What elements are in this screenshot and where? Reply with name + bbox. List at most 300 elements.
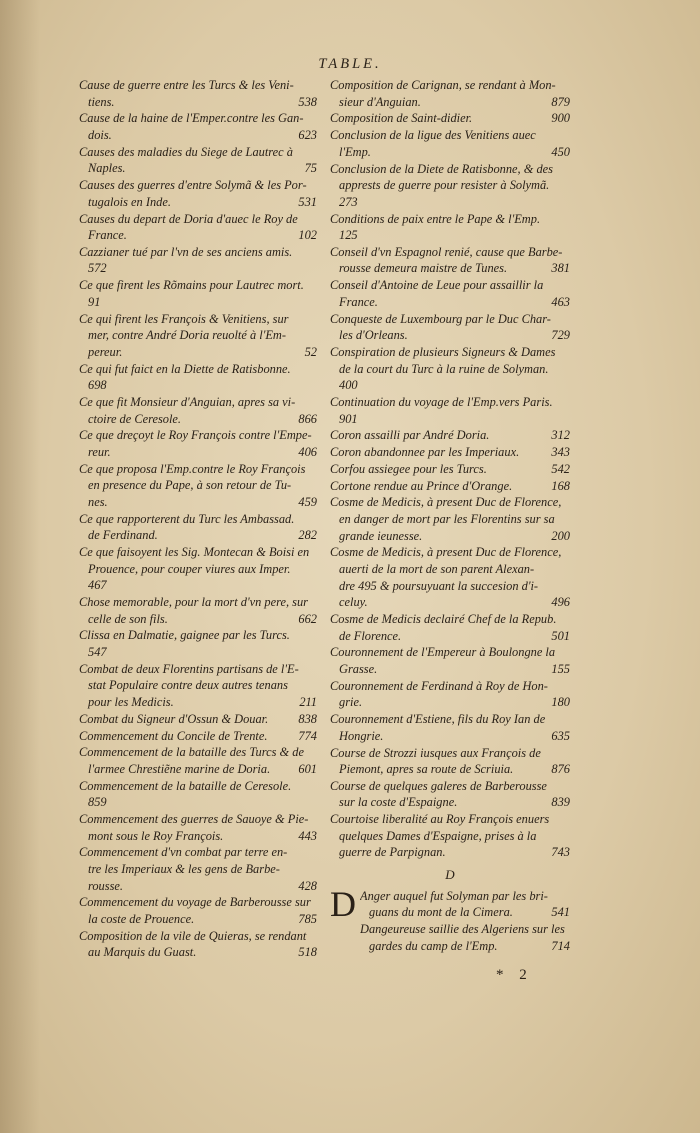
entry-text: Ce qui fut faict en la Diette de Ratisbonne.	[79, 361, 291, 376]
entry-line	[330, 528, 570, 545]
entry-line	[79, 427, 317, 444]
entry-line	[79, 177, 317, 194]
page-number: 180	[551, 695, 570, 710]
index-entry	[330, 211, 570, 244]
entry-text: 698	[88, 378, 107, 393]
page-number: 75	[304, 161, 317, 176]
section-d-entries	[330, 883, 570, 955]
entry-text: Dangeureuse saillie des Algeriens sur les	[360, 922, 565, 936]
page-number: 601	[298, 761, 317, 776]
page-number: 542	[551, 461, 570, 476]
page-number: 211	[299, 694, 317, 709]
index-entry	[79, 361, 317, 394]
page-number: 541	[551, 905, 570, 920]
entry-line	[330, 694, 570, 711]
entry-line	[330, 427, 570, 444]
entry-line	[79, 778, 317, 795]
index-entry	[79, 394, 317, 427]
entry-line	[360, 938, 570, 955]
entry-line	[79, 244, 317, 261]
entry-line	[79, 527, 317, 544]
entry-text: tugalois en Inde.	[88, 194, 171, 209]
entry-text: Grasse.	[339, 661, 378, 676]
entry-line	[79, 477, 317, 494]
page-number: 343	[551, 445, 570, 460]
entry-line	[330, 711, 570, 728]
entry-text: en danger de mort par les Florentins sur sa	[339, 512, 555, 527]
index-entry	[330, 110, 570, 127]
entry-text: Conclusion de la Diete de Ratisbonne, & des	[330, 161, 553, 176]
index-entry	[330, 244, 570, 277]
page-number: 785	[298, 912, 317, 926]
entry-text: Cause de guerre entre les Turcs & les Veni-	[79, 78, 294, 92]
index-entry	[79, 144, 317, 177]
entry-text: Clissa en Dalmatie, gaignee par les Turcs.	[79, 628, 290, 643]
entry-text: Causes du depart de Doria d'auec le Roy de	[79, 211, 298, 226]
entry-line	[330, 628, 570, 645]
entry-text: Conseil d'Antoine de Leue pour assaillir la	[330, 278, 544, 293]
entry-line	[330, 361, 570, 378]
page-number: 428	[298, 878, 317, 893]
index-entry	[330, 427, 570, 444]
entry-line	[79, 77, 317, 94]
entry-text: France.	[339, 294, 378, 309]
entry-text: pour les Medicis.	[88, 694, 174, 709]
entry-line	[360, 904, 570, 921]
page-number: 839	[551, 795, 570, 810]
entry-text: celle de son fils.	[88, 611, 168, 626]
index-entry	[330, 544, 570, 610]
index-entry	[330, 678, 570, 711]
entry-text: en presence du Pape, à son retour de Tu-	[88, 478, 292, 493]
entry-line	[79, 611, 317, 628]
entry-text: sur la coste d'Espaigne.	[339, 795, 458, 810]
entry-line	[360, 888, 570, 905]
entry-line	[79, 110, 317, 127]
entry-text: Cosme de Medicis, à present Duc de Florence,	[330, 545, 562, 560]
entry-line	[79, 577, 317, 594]
entry-text: 572	[88, 261, 107, 276]
entry-line	[330, 227, 570, 244]
signature-mark: * 2	[496, 967, 533, 983]
entry-text: de Ferdinand.	[88, 528, 158, 543]
entry-line	[330, 294, 570, 311]
entry-line	[330, 110, 570, 127]
entry-text: Course de quelques galeres de Barberousse	[330, 778, 547, 793]
entry-line	[79, 561, 317, 578]
entry-text: Corfou assiegee pour les Turcs.	[330, 461, 487, 476]
entry-line	[330, 194, 570, 211]
gutter-shadow	[0, 0, 40, 1133]
page-number: 312	[551, 428, 570, 443]
entry-line	[330, 144, 570, 161]
entry-text: Piemont, apres sa route de Scriuia.	[339, 762, 514, 777]
entry-text: guans du mont de la Cimera.	[369, 905, 513, 920]
entry-text: Conclusion de la ligue des Venitiens auec	[330, 128, 536, 143]
index-entry	[79, 277, 317, 310]
entry-line	[330, 344, 570, 361]
entry-line	[330, 828, 570, 845]
index-entry	[330, 444, 570, 461]
index-entry	[79, 110, 317, 143]
entry-text: Hongrie.	[339, 728, 384, 743]
index-column-left	[79, 77, 317, 961]
page-number: 729	[551, 328, 570, 343]
entry-text: reur.	[88, 444, 111, 459]
page-number: 518	[298, 945, 317, 960]
entry-line	[79, 744, 317, 761]
entry-text: Cause de la haine de l'Emper.contre les Gan-	[79, 111, 304, 126]
entry-text: Ce que firent les Rõmains pour Lautrec mort.	[79, 278, 304, 293]
index-entry	[79, 894, 317, 927]
entry-text: les d'Orleans.	[339, 328, 408, 343]
page-number: 282	[298, 528, 317, 543]
index-column-right	[330, 77, 570, 954]
index-entry	[330, 127, 570, 160]
entry-line	[330, 561, 570, 578]
entry-line	[330, 661, 570, 678]
page-number: 900	[551, 111, 570, 126]
entry-line	[79, 894, 317, 911]
entry-line	[79, 211, 317, 228]
index-entry	[330, 394, 570, 427]
entry-text: Composition de Carignan, se rendant à Mon-	[330, 78, 556, 92]
entry-text: pereur.	[88, 344, 123, 359]
index-entry	[330, 277, 570, 310]
entry-line	[330, 311, 570, 328]
page-number: 714	[551, 938, 570, 953]
page-header-title: TABLE.	[318, 56, 382, 72]
index-entry	[79, 811, 317, 844]
entry-line	[330, 511, 570, 528]
page-number: 450	[551, 144, 570, 159]
entry-line	[330, 177, 570, 194]
page-number: 838	[298, 711, 317, 726]
entry-line	[79, 511, 317, 528]
index-entry	[330, 745, 570, 778]
entry-text: guerre de Parpignan.	[339, 845, 446, 860]
entry-line	[79, 94, 317, 111]
entry-text: gardes du camp de l'Emp.	[369, 938, 498, 953]
entry-text: Causes des maladies du Siege de Lautrec à	[79, 144, 293, 159]
page-number: 155	[551, 661, 570, 676]
entry-line	[79, 277, 317, 294]
index-entry	[330, 494, 570, 544]
entry-text: Ce que dreçoyt le Roy François contre l'Empe-	[79, 428, 312, 443]
entry-text: Cortone rendue au Prince d'Orange.	[330, 478, 513, 493]
entry-text: tiens.	[88, 94, 115, 109]
entry-text: apprests de guerre pour resister à Solymã.	[339, 178, 550, 193]
index-entry	[79, 511, 317, 544]
entry-line	[330, 277, 570, 294]
entry-text: tre les Imperiaux & les gens de Barbe-	[88, 862, 280, 877]
page-number: 538	[298, 94, 317, 109]
entry-text: Ce que faisoyent les Sig. Montecan & Boisi en	[79, 545, 310, 560]
entry-text: 400	[339, 378, 358, 393]
entry-line	[79, 194, 317, 211]
entry-line	[330, 678, 570, 695]
entry-text: rousse demeura maistre de Tunes.	[339, 261, 508, 276]
entry-line	[330, 745, 570, 762]
entry-text: Ce qui firent les François & Venitiens, sur	[79, 311, 289, 326]
index-entry	[79, 744, 317, 777]
entry-line	[330, 794, 570, 811]
entry-text: Commencement d'vn combat par terre en-	[79, 845, 288, 860]
entry-line	[79, 260, 317, 277]
entry-line	[360, 921, 570, 938]
index-entry	[330, 811, 570, 861]
entry-line	[79, 544, 317, 561]
entry-text: Courtoise liberalité au Roy François enuers	[330, 812, 550, 827]
entry-text: Commencement de la bataille de Ceresole.	[79, 778, 292, 793]
section-heading-letter: D	[445, 867, 455, 883]
entry-line	[330, 327, 570, 344]
page-number: 496	[551, 595, 570, 610]
entry-line	[79, 761, 317, 778]
entry-text: Conseil d'vn Espagnol renié, cause que Barbe-	[330, 244, 563, 259]
entry-line	[79, 677, 317, 694]
entry-line	[79, 627, 317, 644]
entry-text: Ce que fit Monsieur d'Anguian, apres sa vi-	[79, 394, 296, 409]
entry-line	[79, 811, 317, 828]
entry-line	[330, 478, 570, 495]
entry-text: Couronnement de Ferdinand à Roy de Hon-	[330, 678, 548, 693]
entry-text: de Florence.	[339, 628, 402, 643]
index-entry	[360, 921, 570, 954]
entry-line	[330, 461, 570, 478]
page-number: 501	[551, 628, 570, 643]
entry-text: grie.	[339, 695, 363, 710]
entry-text: Ce que proposa l'Emp.contre le Roy François	[79, 461, 306, 476]
entry-line	[79, 928, 317, 945]
entry-line	[330, 778, 570, 795]
entry-line	[79, 794, 317, 811]
entry-line	[79, 127, 317, 144]
entry-text: 125	[339, 228, 358, 243]
entry-text: Couronnement de l'Empereur à Boulongne la	[330, 645, 556, 660]
entry-text: 901	[339, 411, 358, 426]
entry-text: Ce que rapporterent du Turc les Ambassad.	[79, 511, 295, 526]
index-entry	[330, 711, 570, 744]
entry-line	[79, 711, 317, 728]
entry-line	[79, 728, 317, 745]
entry-line	[330, 644, 570, 661]
entry-line	[79, 294, 317, 311]
entry-line	[330, 161, 570, 178]
entry-line	[330, 728, 570, 745]
entry-line	[79, 878, 317, 895]
entry-line	[79, 361, 317, 378]
entry-text: Cosme de Medicis, à present Duc de Florence,	[330, 495, 562, 510]
dropcap-initial: D	[330, 883, 356, 924]
page-number: 743	[551, 845, 570, 860]
entry-text: Commencement du Concile de Trente.	[79, 728, 268, 743]
entry-text: Naples.	[88, 161, 126, 176]
page-number: 381	[551, 261, 570, 276]
entry-line	[79, 227, 317, 244]
entry-text: Coron abandonnee par les Imperiaux.	[330, 445, 520, 460]
entry-line	[79, 144, 317, 161]
entry-text: l'Emp.	[339, 144, 371, 159]
entry-text: Composition de la vile de Quieras, se rendant	[79, 928, 307, 943]
index-entry	[330, 478, 570, 495]
entry-line	[330, 77, 570, 94]
entry-text: Composition de Saint-didier.	[330, 111, 473, 126]
page-number: 876	[551, 762, 570, 777]
index-entry	[79, 211, 317, 244]
index-entry	[79, 778, 317, 811]
entry-text: Cosme de Medicis declairé Chef de la Repub.	[330, 612, 557, 626]
entry-text: Commencement des guerres de Sauoye & Pie-	[79, 812, 309, 827]
entry-line	[330, 377, 570, 394]
entry-line	[330, 578, 570, 595]
entry-text: Anger auquel fut Solyman par les bri-	[360, 888, 548, 903]
index-entry	[79, 77, 317, 110]
entry-line	[79, 461, 317, 478]
index-entry	[79, 177, 317, 210]
entry-text: la coste de Prouence.	[88, 912, 195, 926]
entry-text: celuy.	[339, 595, 368, 610]
entry-text: l'armee Chrestiẽne marine de Doria.	[88, 761, 271, 776]
index-entry	[330, 644, 570, 677]
entry-line	[79, 594, 317, 611]
entry-text: de la court du Turc à la ruine de Solyman.	[339, 361, 549, 376]
page-number: 463	[551, 294, 570, 309]
entry-text: auerti de la mort de son parent Alexan-	[339, 562, 535, 577]
entry-text: Conditions de paix entre le Pape & l'Emp.	[330, 211, 541, 226]
index-entry	[330, 461, 570, 478]
entry-text: mer, contre André Doria reuolté à l'Em-	[88, 328, 287, 343]
page-number: 168	[551, 478, 570, 493]
entry-text: Chose memorable, pour la mort d'vn pere, sur	[79, 595, 308, 610]
entry-line	[330, 411, 570, 428]
entry-text: Causes des guerres d'entre Solymã & les Por-	[79, 178, 307, 193]
index-entry	[330, 311, 570, 344]
page-number: 459	[298, 494, 317, 509]
entry-text: grande ieunesse.	[339, 528, 423, 543]
entry-line	[330, 211, 570, 228]
page-number: 406	[298, 444, 317, 459]
index-entry	[330, 778, 570, 811]
entry-line	[330, 94, 570, 111]
index-entry	[79, 244, 317, 277]
entry-line	[79, 944, 317, 961]
entry-text: Continuation du voyage de l'Emp.vers Paris.	[330, 394, 553, 409]
entry-text: dre 495 & poursuyuant la succesion d'i-	[339, 578, 539, 593]
entry-line	[330, 244, 570, 261]
index-entry	[79, 427, 317, 460]
entry-line	[79, 160, 317, 177]
entry-line	[330, 594, 570, 611]
entry-line	[79, 644, 317, 661]
entry-line	[79, 327, 317, 344]
entry-line	[330, 394, 570, 411]
index-entry	[79, 594, 317, 627]
index-entry	[79, 311, 317, 361]
entry-text: Cazzianer tué par l'vn de ses anciens amis.	[79, 244, 293, 259]
entry-text: 547	[88, 645, 107, 659]
page-number: 443	[298, 828, 317, 843]
entry-line	[330, 494, 570, 511]
index-entry	[79, 661, 317, 711]
entry-line	[330, 811, 570, 828]
page-number: 200	[551, 528, 570, 543]
entry-line	[330, 544, 570, 561]
page-number: 879	[551, 94, 570, 109]
entry-text: Conspiration de plusieurs Signeurs & Dames	[330, 345, 556, 359]
entry-text: quelques Dames d'Espaigne, prises à la	[339, 828, 537, 843]
index-entry	[330, 77, 570, 110]
entry-line	[79, 444, 317, 461]
entry-text: dois.	[88, 127, 112, 142]
entry-text: stat Populaire contre deux autres tenans	[88, 678, 288, 693]
page-number: 102	[298, 228, 317, 243]
index-entry	[330, 161, 570, 211]
entry-text: 91	[88, 294, 101, 309]
entry-text: Combat de deux Florentins partisans de l'E-	[79, 661, 299, 676]
entry-line	[330, 844, 570, 861]
entry-line	[330, 761, 570, 778]
page-number: 623	[298, 127, 317, 142]
index-entry	[79, 544, 317, 594]
entry-text: Prouence, pour couper viures aux Imper.	[88, 561, 291, 576]
entry-line	[79, 377, 317, 394]
entry-line	[79, 828, 317, 845]
entry-line	[79, 494, 317, 511]
index-entry	[79, 844, 317, 894]
entry-text: rousse.	[88, 878, 123, 893]
entry-text: au Marquis du Guast.	[88, 945, 197, 960]
page-number: 635	[551, 728, 570, 743]
entry-line	[79, 394, 317, 411]
entry-text: ctoire de Ceresole.	[88, 411, 182, 426]
index-entry	[360, 888, 570, 921]
entry-text: 859	[88, 795, 107, 810]
entry-line	[79, 311, 317, 328]
entry-line	[79, 344, 317, 361]
entry-text: Coron assailli par André Doria.	[330, 428, 490, 443]
index-entry	[79, 711, 317, 728]
entry-line	[330, 611, 570, 628]
page-number: 866	[298, 411, 317, 426]
index-entry	[79, 728, 317, 745]
entry-text: sieur d'Anguian.	[339, 94, 421, 109]
index-entry	[79, 627, 317, 660]
index-entry	[79, 928, 317, 961]
entry-text: nes.	[88, 494, 108, 509]
entry-line	[79, 861, 317, 878]
entry-text: Couronnement d'Estiene, fils du Roy Ian de	[330, 712, 546, 727]
entry-text: France.	[88, 228, 127, 243]
entry-text: Commencement de la bataille des Turcs & de	[79, 745, 304, 760]
entry-text: mont sous le Roy François.	[88, 828, 224, 843]
index-entry	[330, 344, 570, 394]
entry-line	[79, 911, 317, 928]
entry-text: Course de Strozzi iusques aux François de	[330, 745, 541, 760]
page-number: 774	[298, 728, 317, 743]
entry-text: 273	[339, 194, 358, 209]
entry-line	[330, 444, 570, 461]
entry-text: Commencement du voyage de Barberousse sur	[79, 895, 311, 910]
entry-line	[330, 260, 570, 277]
entry-text: Combat du Signeur d'Ossun & Douar.	[79, 711, 269, 726]
page-number: 52	[304, 344, 317, 359]
index-entry	[330, 611, 570, 644]
index-entry	[79, 461, 317, 511]
entry-line	[79, 694, 317, 711]
entry-text: 467	[88, 578, 107, 593]
entry-line	[79, 411, 317, 428]
